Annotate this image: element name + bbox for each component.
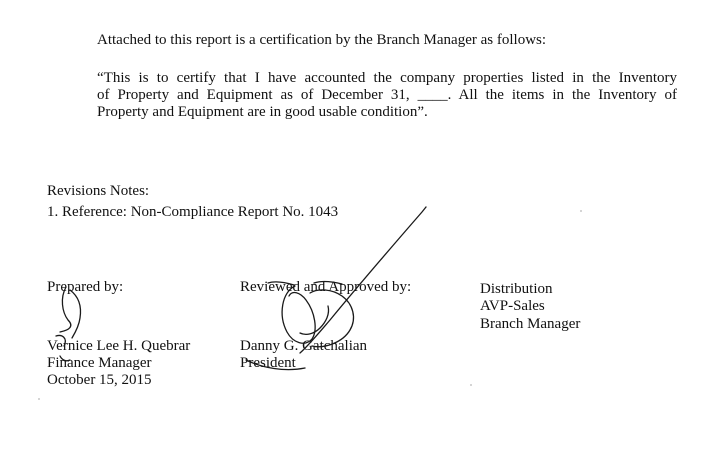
reviewed-by-name: Danny G. Gatchalian [240, 338, 368, 354]
scan-speck [580, 210, 582, 212]
prepared-by-date: October 15, 2015 [47, 372, 152, 388]
quote-line-2: of Property and Equipment as of December 31, ____. All the items in the Inventory of [97, 87, 677, 103]
prepared-by-label: Prepared by: [47, 279, 124, 295]
reviewed-by-title: President [240, 355, 296, 371]
prepared-by-signature [56, 287, 81, 361]
prepared-by-title: Finance Manager [47, 355, 152, 371]
scan-speck [470, 384, 472, 386]
prepared-by-name: Vernice Lee H. Quebrar [47, 338, 191, 354]
distribution-label: Distribution [480, 281, 553, 297]
revisions-heading: Revisions Notes: [47, 183, 150, 199]
reviewed-by-signature [246, 207, 426, 370]
distribution-recipient-2: Branch Manager [480, 316, 581, 332]
revision-item: 1. Reference: Non-Compliance Report No. 1043 [47, 204, 339, 220]
certification-intro: Attached to this report is a certification by the Branch Manager as follows: [97, 32, 547, 48]
quote-line-3: Property and Equipment are in good usable condition”. [97, 104, 428, 120]
quote-line-1: “This is to certify that I have accounted the company properties listed in the Inventory [97, 70, 677, 86]
reviewed-by-label: Reviewed and Approved by: [240, 279, 412, 295]
distribution-recipient-1: AVP-Sales [480, 298, 545, 314]
scan-speck [38, 398, 40, 400]
